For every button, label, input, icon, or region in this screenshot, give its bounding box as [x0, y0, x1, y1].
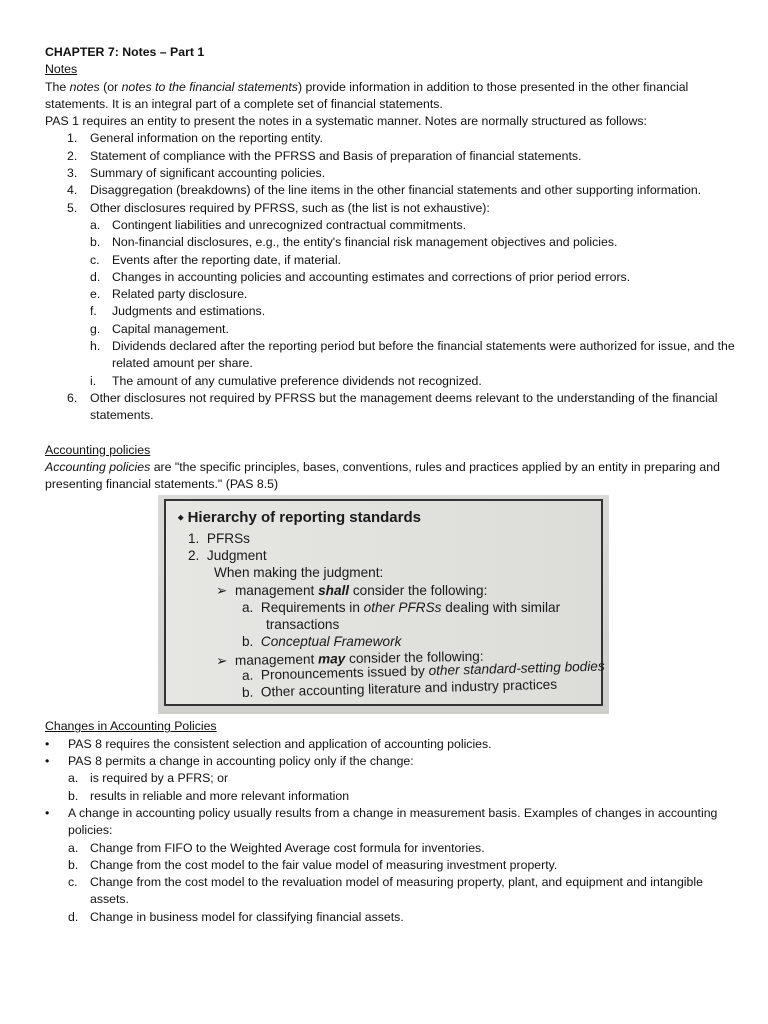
bullet-item: • A change in accounting policy usually results from a change in measurement basis. Examples of changes in accounting policies:	[45, 805, 718, 838]
list-item: 5. Other disclosures required by PFRSS, such as (the list is not exhaustive):	[67, 200, 490, 215]
sub-list-item: c. Events after the reporting date, if material.	[90, 252, 341, 267]
hierarchy-photo: ⬩ Hierarchy of reporting standards 1. PFRSs 2. Judgment When making the judgment: ➢ management shall consider the following: a. Requirements in other PFRSs dealing with similar transactions b. Conceptual Framework ➢ management may consider the following: a. Pronouncements issued by other standard-setting bodies b. Other accounting literature and industry practices	[158, 495, 609, 714]
sub-list-item: g. Capital management.	[90, 321, 229, 336]
arrow-bullet-icon: ➢	[216, 583, 228, 599]
arrow-bullet-icon: ➢	[215, 653, 228, 669]
sub-list-item: d. Change in business model for classifying financial assets.	[68, 909, 404, 924]
sub-list-item: a. Change from FIFO to the Weighted Average cost formula for inventories.	[68, 840, 485, 855]
sub-list-item: b. Non-financial disclosures, e.g., the entity's financial risk management objectives and policies.	[90, 235, 618, 250]
list-item: 1. General information on the reporting entity.	[67, 131, 323, 146]
bullet-item: • PAS 8 requires the consistent selection and application of accounting policies.	[45, 736, 492, 751]
document-page	[45, 44, 735, 926]
sub-list-item: h. Dividends declared after the reporting period but before the financial statements were authorized for issue, and the related amount per share.	[90, 339, 735, 371]
sub-list-item: a. is required by a PFRS; or	[68, 771, 229, 786]
accounting-policies-definition: Accounting policies are "the specific principles, bases, conventions, rules and practices applied by an entity in preparing and presenting financial statements." (PAS 8.5)	[45, 459, 720, 492]
sub-list-item: e. Related party disclosure.	[90, 287, 248, 302]
notes-heading: Notes	[45, 62, 78, 77]
bullet-item: • PAS 8 permits a change in accounting policy only if the change:	[45, 754, 414, 769]
sub-list-item: c. Change from the cost model to the revaluation model of measuring property, plant, and equipment and intangible assets.	[68, 875, 703, 907]
photo-title: ⬩ Hierarchy of reporting standards	[178, 509, 421, 527]
list-item: 3. Summary of significant accounting policies.	[67, 166, 326, 181]
pas1-paragraph: PAS 1 requires an entity to present the notes in a systematic manner. Notes are normally structured as follows:	[45, 114, 647, 129]
sub-list-item: a. Contingent liabilities and unrecognized contractual commitments.	[90, 217, 467, 232]
list-item: 6. Other disclosures not required by PFRSS but the management deems relevant to the understanding of the financial statements.	[67, 390, 718, 423]
chapter-title: CHAPTER 7: Notes – Part 1	[45, 45, 205, 59]
changes-heading: Changes in Accounting Policies	[45, 719, 217, 734]
sub-list-item: b. results in reliable and more relevant information	[68, 788, 350, 803]
sub-list-item: b. Change from the cost model to the fair value model of measuring investment property.	[68, 857, 558, 872]
list-item: 2. Statement of compliance with the PFRSS and Basis of preparation of financial statements.	[67, 148, 582, 163]
notes-intro: The notes (or notes to the financial statements) provide information in addition to those presented in the other financial statements. It is an integral part of a complete set of financial statements.	[45, 79, 689, 111]
sub-list-item: i. The amount of any cumulative preference dividends not recognized.	[90, 373, 482, 388]
sub-list-item: d. Changes in accounting policies and accounting estimates and corrections of prior period errors.	[90, 269, 631, 284]
list-item: 4. Disaggregation (breakdowns) of the line items in the other financial statements and other supporting information.	[67, 183, 702, 198]
disclosures-sublist	[45, 217, 735, 390]
changes-bullets	[45, 736, 735, 926]
notes-structure-list	[45, 130, 735, 424]
sub-list-item: f. Judgments and estimations.	[90, 304, 266, 319]
accounting-policies-heading: Accounting policies	[45, 442, 151, 457]
